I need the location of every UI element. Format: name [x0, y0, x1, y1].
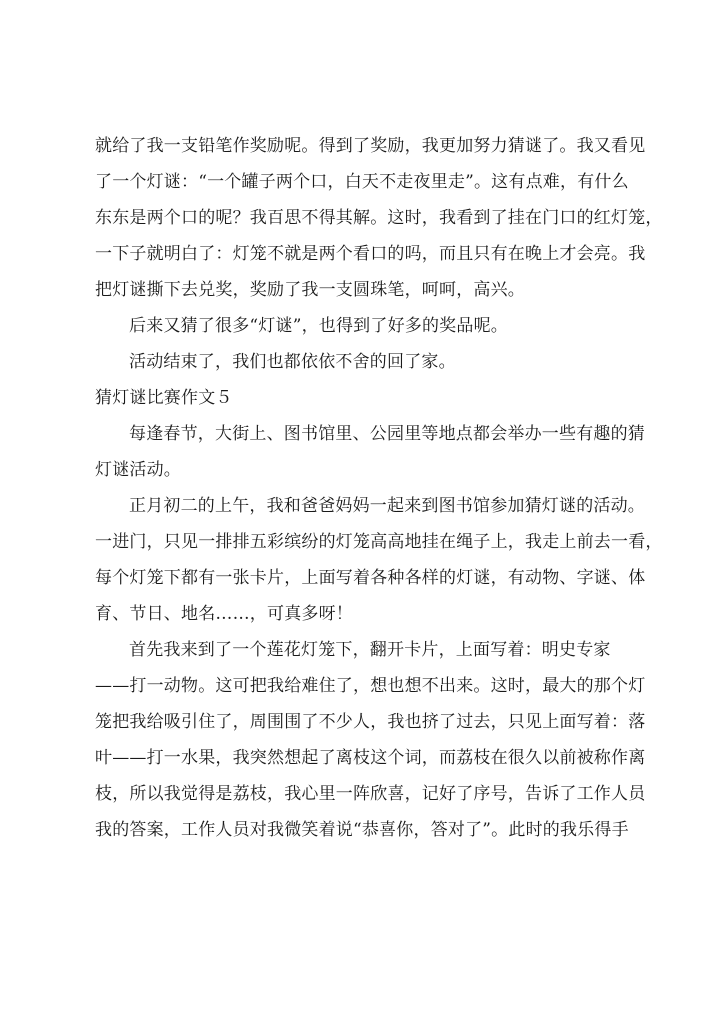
text-line-4: 一下子就明白了：灯笼不就是两个看口的吗，而且只有在晚上才会亮。我	[95, 244, 646, 264]
text-line-12: 一进门，只见一排排五彩缤纷的灯笼高高地挂在绳子上，我走上前去一看，	[95, 532, 663, 552]
document-body	[95, 128, 663, 848]
text-line-9: 每逢春节，大街上、图书馆里、公园里等地点都会举办一些有趣的猜	[129, 424, 645, 444]
section-heading: 猜灯谜比赛作文５	[95, 388, 233, 408]
text-line-19: 枝，所以我觉得是荔枝，我心里一阵欣喜，记好了序号，告诉了工作人员	[95, 784, 646, 804]
text-line-10: 灯谜活动。	[95, 460, 181, 480]
text-line-5: 把灯谜撕下去兑奖，奖励了我一支圆珠笔，呵呵，高兴。	[95, 280, 525, 300]
text-line-1: 就给了我一支铅笔作奖励呢。得到了奖励，我更加努力猜谜了。我又看见	[95, 136, 646, 156]
text-line-3: 东东是两个口的呢？我百思不得其解。这时，我看到了挂在门口的红灯笼，	[95, 208, 663, 228]
text-line-17: 笼把我给吸引住了，周围围了不少人，我也挤了过去，只见上面写着：落	[95, 712, 646, 732]
text-line-13: 每个灯笼下都有一张卡片，上面写着各种各样的灯谜，有动物、字谜、体	[95, 568, 646, 588]
text-line-18: 叶——打一水果，我突然想起了离枝这个词，而荔枝在很久以前被称作离	[95, 748, 646, 768]
text-line-15: 首先我来到了一个莲花灯笼下，翻开卡片，上面写着：明史专家	[129, 640, 611, 660]
text-line-6: 后来又猜了很多“灯谜”，也得到了好多的奖品呢。	[129, 316, 508, 336]
text-line-20: 我的答案，工作人员对我微笑着说“恭喜你，答对了”。此时的我乐得手	[95, 820, 629, 840]
text-line-16: ——打一动物。这可把我给难住了，想也想不出来。这时，最大的那个灯	[95, 676, 646, 696]
text-line-7: 活动结束了，我们也都依依不舍的回了家。	[129, 352, 456, 372]
text-line-11: 正月初二的上午，我和爸爸妈妈一起来到图书馆参加猜灯谜的活动。	[129, 496, 645, 516]
text-line-2: 了一个灯谜：“一个罐子两个口，白天不走夜里走”。这有点难，有什么	[95, 172, 629, 192]
text-line-14: 育、节日、地名……，可真多呀！	[95, 604, 353, 624]
